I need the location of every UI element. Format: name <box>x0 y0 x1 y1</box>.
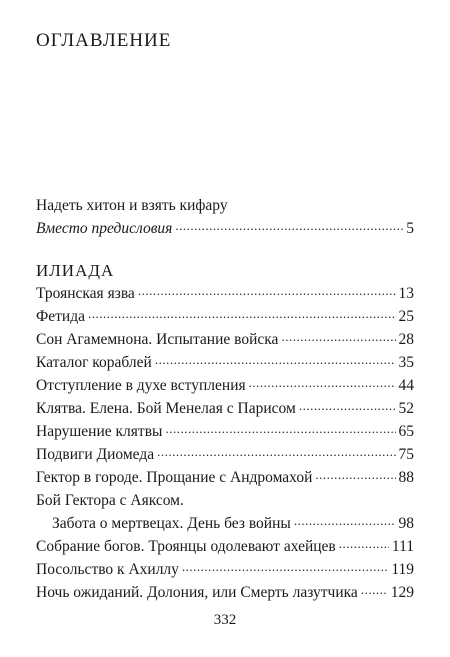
toc-entry-label: Ночь ожиданий. Долония, или Смерть лазутчика <box>36 584 358 601</box>
toc-entry-label: Клятва. Елена. Бой Менелая с Парисом <box>36 400 296 417</box>
toc-entry[interactable] <box>36 583 414 603</box>
toc-entry[interactable] <box>36 284 414 304</box>
page-title: ОГЛАВЛЕНИЕ <box>36 30 172 51</box>
dot-leader <box>249 376 396 390</box>
toc-entry-label: Посольство к Ахиллу <box>36 561 179 578</box>
dot-leader <box>175 219 403 233</box>
dot-leader <box>88 307 396 321</box>
section-title: ИЛИАДА <box>36 261 115 280</box>
toc-entry-label: Вместо предисловия <box>36 220 173 237</box>
toc-entry-page: 5 <box>406 220 414 237</box>
toc-entry-label: Фетида <box>36 308 85 325</box>
toc-entry-page: 88 <box>398 469 414 486</box>
dot-leader <box>281 330 395 344</box>
toc-entry-page: 119 <box>391 561 414 578</box>
toc-entry-label: Подвиги Диомеда <box>36 446 155 463</box>
toc-entry[interactable] <box>36 353 414 373</box>
toc-entry-page: 35 <box>398 354 414 371</box>
dot-leader <box>315 468 395 482</box>
toc-entry-label: Каталог кораблей <box>36 354 152 371</box>
toc-entry-label: Сон Агамемнона. Испытание войска <box>36 331 279 348</box>
dot-leader <box>339 537 389 551</box>
dot-leader <box>361 583 388 597</box>
dot-leader <box>165 422 395 436</box>
dot-leader <box>182 560 388 574</box>
toc-entry-label: Нарушение клятвы <box>36 423 163 440</box>
toc-entry-page: 44 <box>398 377 414 394</box>
toc-entry-label: Гектор в городе. Прощание с Андромахой <box>36 469 313 486</box>
toc-entry-label: Забота о мертвецах. День без войны <box>52 515 291 532</box>
toc-entry-page: 111 <box>391 538 414 555</box>
toc-entry-page: 98 <box>398 515 414 532</box>
dot-leader <box>299 399 396 413</box>
dot-leader <box>155 353 396 367</box>
toc-entry-label: Собрание богов. Троянцы одолевают ахейцев <box>36 538 336 555</box>
preface-title: Надеть хитон и взять кифару <box>36 197 228 214</box>
toc-entry[interactable] <box>36 468 414 488</box>
toc-entry-preface[interactable] <box>36 219 414 239</box>
toc-entry[interactable] <box>36 376 414 396</box>
toc-entry[interactable] <box>36 399 414 419</box>
dot-leader <box>138 284 396 298</box>
dot-leader <box>157 445 395 459</box>
toc-entry-page: 52 <box>398 400 414 417</box>
dot-leader <box>294 514 396 528</box>
toc-entry-label: Троянская язва <box>36 285 135 302</box>
toc-entry-page: 65 <box>398 423 414 440</box>
toc-entry-label-line1[interactable]: Бой Гектора с Аяксом. <box>36 492 184 509</box>
toc-entry-page: 75 <box>398 446 414 463</box>
toc-entry[interactable] <box>36 560 414 580</box>
toc-entry[interactable] <box>36 445 414 465</box>
toc-entry[interactable] <box>36 537 414 557</box>
toc-entry-label: Отступление в духе вступления <box>36 377 246 394</box>
toc-entry-page: 13 <box>398 285 414 302</box>
toc-entry[interactable] <box>52 514 414 534</box>
toc-entry[interactable] <box>36 307 414 327</box>
toc-entry[interactable] <box>36 422 414 442</box>
toc-entry-page: 25 <box>398 308 414 325</box>
toc-entry[interactable] <box>36 330 414 350</box>
toc-entry-page: 129 <box>390 584 414 601</box>
toc-entry-page: 28 <box>398 331 414 348</box>
page-number: 332 <box>213 612 237 628</box>
